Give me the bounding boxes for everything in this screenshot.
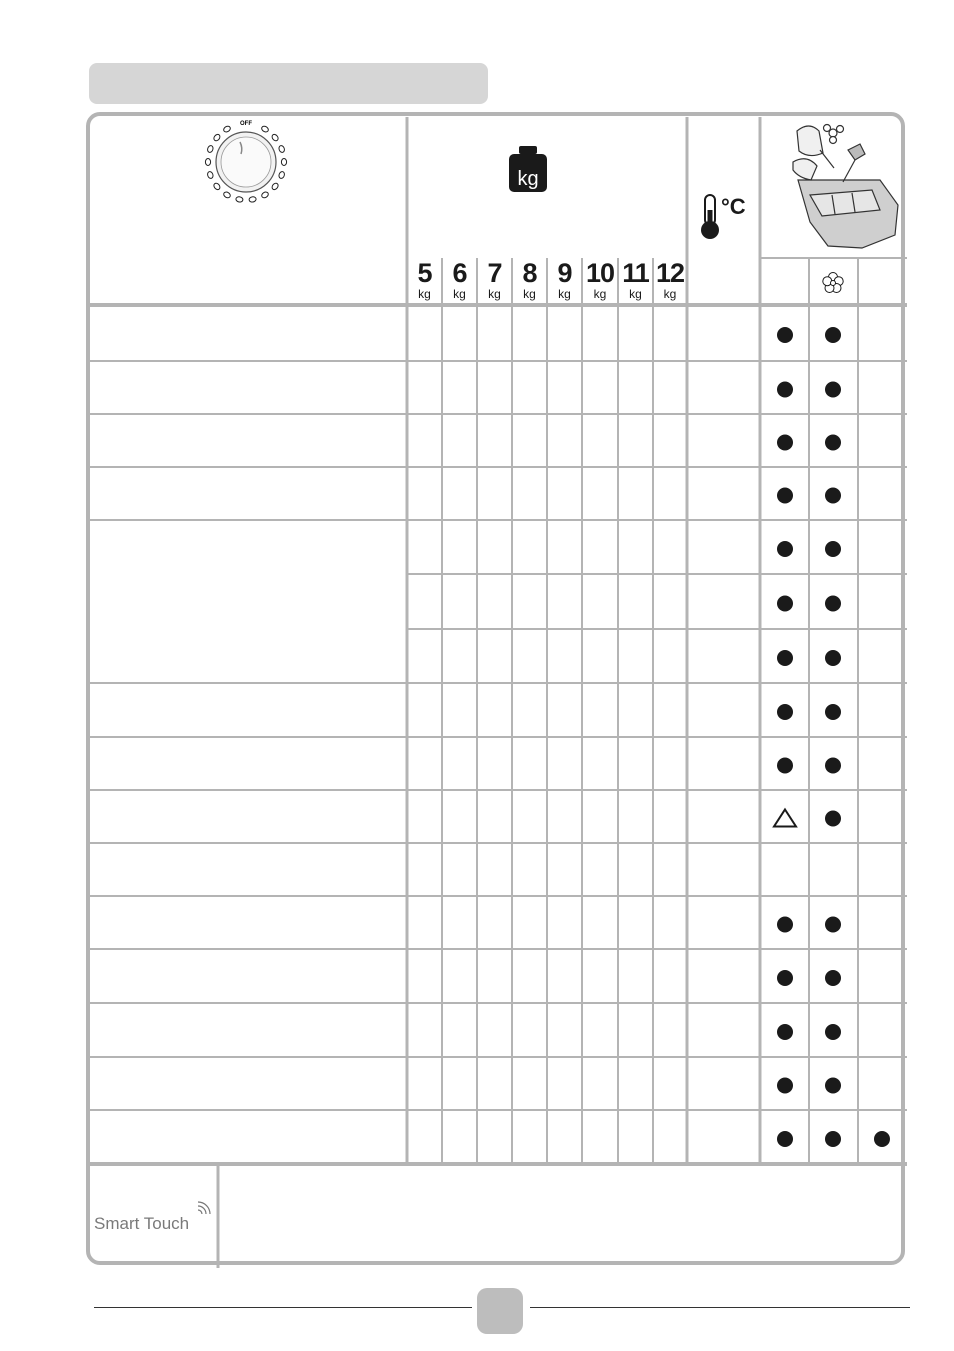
compartment-dot [777,541,793,557]
load-capacity-number: 7 [487,258,502,288]
compartment-dot [777,1078,793,1094]
compartment-dot [777,970,793,986]
dial-tick [278,171,285,179]
load-capacity-unit: kg [488,287,501,301]
smart-touch-logo: Smart Touch [94,1214,190,1233]
dial-tick [205,159,210,166]
footer-rule-left [94,1307,472,1308]
load-capacity-unit: kg [418,287,431,301]
compartment-dot [777,917,793,933]
compartment-dot [825,970,841,986]
load-capacity-number: 8 [522,258,537,288]
compartment-dot [825,1078,841,1094]
dial-tick [271,182,279,191]
compartment-dot [825,704,841,720]
dial-tick [261,191,270,199]
dial-tick [281,159,286,166]
compartment-dot [825,541,841,557]
dial-tick [213,182,221,191]
dial-tick [249,196,257,202]
compartment-dot [777,650,793,666]
dial-tick [261,125,270,133]
compartment-dot [825,917,841,933]
compartment-dot [777,704,793,720]
compartment-dot [825,435,841,451]
load-capacity-number: 11 [622,258,649,288]
compartment-dot [825,650,841,666]
compartment-dot [874,1131,890,1147]
dial-tick [223,191,232,199]
dial-tick [236,196,244,202]
weight-icon-label: kg [517,168,539,190]
compartment-dot [825,596,841,612]
wireless-icon [198,1202,210,1214]
compartment-dot [825,758,841,774]
load-capacity-number: 12 [655,258,685,288]
dial-tick [223,125,232,133]
load-capacity-unit: kg [558,287,571,301]
compartment-dot [777,758,793,774]
compartment-dot [777,1024,793,1040]
compartment-dot [825,1131,841,1147]
thermometer-icon [701,195,719,239]
footer-rule-right [530,1307,910,1308]
dial-off-label: OFF [240,121,252,127]
load-capacity-unit: kg [663,287,677,301]
program-dial-icon [205,125,286,202]
load-capacity-unit: kg [593,287,607,301]
compartment-dot [825,488,841,504]
compartment-dot [825,327,841,343]
load-capacity-number: 5 [417,258,432,288]
dial-tick [207,171,214,179]
compartment-dot [777,488,793,504]
compartment-triangle [774,810,796,827]
compartment-dot [777,1131,793,1147]
load-capacity-number: 10 [585,258,615,288]
detergent-drawer-icon [793,125,898,249]
temperature-label: °C [721,194,746,219]
load-capacity-unit: kg [629,287,642,301]
compartment-dot [825,811,841,827]
page-number-pill [477,1288,523,1334]
dial-tick [278,145,285,153]
compartment-dot [777,435,793,451]
dial-tick [213,133,221,142]
load-capacity-number: 6 [452,258,467,288]
load-capacity-unit: kg [453,287,466,301]
compartment-dot [777,327,793,343]
compartment-dot [825,1024,841,1040]
load-capacity-unit: kg [523,287,536,301]
compartment-dot [777,382,793,398]
dial-tick [271,133,279,142]
softener-flower-icon [823,273,843,293]
load-capacity-number: 9 [557,258,572,288]
compartment-dot [825,382,841,398]
dial-tick [207,145,214,153]
compartment-dot [777,596,793,612]
